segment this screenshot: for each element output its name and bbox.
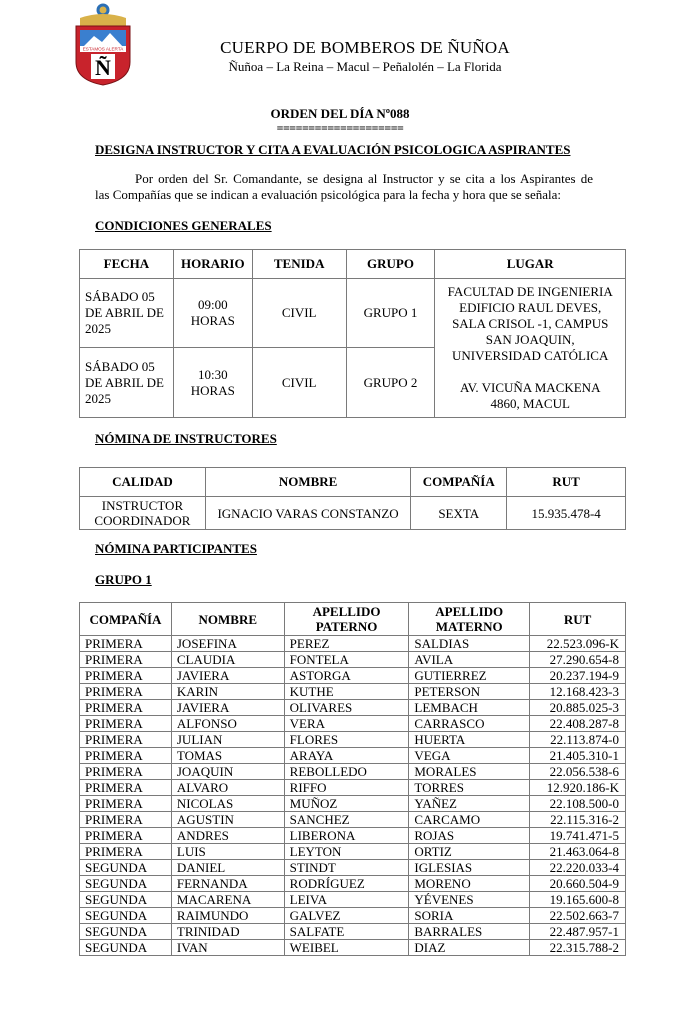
paternal-surname-cell: OLIVARES: [284, 700, 409, 716]
date-text: DE ABRIL DE: [85, 305, 164, 320]
company-cell: PRIMERA: [80, 684, 172, 700]
group-cell: GRUPO 1: [346, 279, 435, 348]
date-cell: [80, 279, 174, 348]
table-row: [80, 748, 626, 764]
table-row: [80, 924, 626, 940]
rut-cell: 22.502.663-7: [530, 908, 626, 924]
table-row: [80, 876, 626, 892]
table-header-row: [80, 603, 626, 636]
paternal-surname-cell: RIFFO: [284, 780, 409, 796]
logo-letter: Ñ: [95, 55, 111, 80]
paternal-surname-cell: LEYTON: [284, 844, 409, 860]
rut-cell: 19.165.600-8: [530, 892, 626, 908]
column-header: APELLIDO PATERNO: [284, 603, 409, 636]
location-line: UNIVERSIDAD CATÓLICA: [452, 348, 609, 363]
rut-cell: 15.935.478-4: [507, 497, 626, 530]
maternal-surname-cell: IGLESIAS: [409, 860, 530, 876]
rut-cell: 22.523.096-K: [530, 636, 626, 652]
rut-cell: 12.168.423-3: [530, 684, 626, 700]
first-name-cell: KARIN: [171, 684, 284, 700]
time-cell: [173, 348, 252, 418]
table-row: [80, 716, 626, 732]
maternal-surname-cell: YÉVENES: [409, 892, 530, 908]
date-text: SÁBADO 05: [85, 358, 155, 374]
location-line: FACULTAD DE INGENIERIA: [447, 284, 613, 299]
order-underline: ====================: [276, 121, 404, 135]
first-name-cell: JOAQUIN: [171, 764, 284, 780]
paternal-surname-cell: WEIBEL: [284, 940, 409, 956]
rut-cell: 22.115.316-2: [530, 812, 626, 828]
location-cell: [435, 279, 626, 418]
location-line: SALA CRISOL -1, CAMPUS: [452, 316, 609, 331]
rut-cell: 22.408.287-8: [530, 716, 626, 732]
paternal-surname-cell: MUÑOZ: [284, 796, 409, 812]
table-row: [80, 844, 626, 860]
paragraph-line-1: Por orden del Sr. Comandante, se designa al Instructor y se cita a los Aspirantes de: [135, 171, 593, 186]
column-header: RUT: [507, 468, 626, 497]
column-header: APELLIDO MATERNO: [409, 603, 530, 636]
company-cell: PRIMERA: [80, 732, 172, 748]
company-cell: PRIMERA: [80, 828, 172, 844]
paternal-surname-cell: REBOLLEDO: [284, 764, 409, 780]
paternal-surname-cell: LEIVA: [284, 892, 409, 908]
table-row: [80, 668, 626, 684]
first-name-cell: TOMAS: [171, 748, 284, 764]
paternal-surname-cell: SALFATE: [284, 924, 409, 940]
first-name-cell: RAIMUNDO: [171, 908, 284, 924]
rut-cell: 20.237.194-9: [530, 668, 626, 684]
maternal-surname-cell: SALDIAS: [409, 636, 530, 652]
table-row: [80, 796, 626, 812]
time-text: 09:00: [198, 297, 228, 312]
logo-motto: ESTAMOS ALERTA: [82, 46, 124, 52]
organization-title: CUERPO DE BOMBEROS DE ÑUÑOA: [220, 38, 510, 57]
table-row: [80, 636, 626, 652]
table-header-row: [80, 468, 626, 497]
time-text: HORAS: [190, 313, 235, 328]
maternal-surname-cell: CARRASCO: [409, 716, 530, 732]
general-conditions-table: [79, 249, 626, 418]
table-row: [80, 780, 626, 796]
maternal-surname-cell: ROJAS: [409, 828, 530, 844]
paternal-surname-cell: GALVEZ: [284, 908, 409, 924]
paternal-surname-cell: KUTHE: [284, 684, 409, 700]
organization-communes: Ñuñoa – La Reina – Macul – Peñalolén – La Florida: [228, 59, 502, 74]
order-subject: DESIGNA INSTRUCTOR Y CITA A EVALUACIÓN PSICOLOGICA ASPIRANTES: [95, 142, 571, 157]
column-header: RUT: [530, 603, 626, 636]
table-row: [80, 497, 626, 530]
maternal-surname-cell: AVILA: [409, 652, 530, 668]
paternal-surname-cell: PEREZ: [284, 636, 409, 652]
paternal-surname-cell: RODRÍGUEZ: [284, 876, 409, 892]
rut-cell: 27.290.654-8: [530, 652, 626, 668]
column-header: HORARIO: [173, 250, 252, 279]
company-cell: PRIMERA: [80, 780, 172, 796]
rut-cell: 22.056.538-6: [530, 764, 626, 780]
table-row: [80, 828, 626, 844]
first-name-cell: AGUSTIN: [171, 812, 284, 828]
maternal-surname-cell: CARCAMO: [409, 812, 530, 828]
column-header: NOMBRE: [171, 603, 284, 636]
first-name-cell: JULIAN: [171, 732, 284, 748]
table-row: [80, 892, 626, 908]
maternal-surname-cell: MORALES: [409, 764, 530, 780]
maternal-surname-cell: SORIA: [409, 908, 530, 924]
paternal-surname-cell: ASTORGA: [284, 668, 409, 684]
maternal-surname-cell: VEGA: [409, 748, 530, 764]
participants-body: [80, 636, 626, 956]
table-header-row: [80, 250, 626, 279]
attire-cell: CIVIL: [252, 348, 346, 418]
company-cell: SEGUNDA: [80, 908, 172, 924]
company-cell: PRIMERA: [80, 764, 172, 780]
date-text: 2025: [85, 321, 111, 336]
date-cell: [80, 348, 174, 418]
first-name-cell: ANDRES: [171, 828, 284, 844]
table-row: [80, 812, 626, 828]
company-cell: SEGUNDA: [80, 860, 172, 876]
first-name-cell: ALFONSO: [171, 716, 284, 732]
first-name-cell: LUIS: [171, 844, 284, 860]
column-header: FECHA: [80, 250, 174, 279]
time-text: 10:30: [198, 366, 228, 382]
instructors-table: [79, 467, 626, 530]
participants-table: [79, 602, 626, 956]
table-row: [80, 764, 626, 780]
general-conditions-heading: CONDICIONES GENERALES: [95, 218, 272, 233]
location-line: AV. VICUÑA MACKENA: [459, 380, 601, 395]
first-name-cell: DANIEL: [171, 860, 284, 876]
rut-cell: 22.113.874-0: [530, 732, 626, 748]
time-cell: [173, 279, 252, 348]
rut-cell: 19.741.471-5: [530, 828, 626, 844]
date-text: SÁBADO 05: [85, 289, 155, 304]
rut-cell: 20.885.025-3: [530, 700, 626, 716]
paternal-surname-cell: FLORES: [284, 732, 409, 748]
company-cell: PRIMERA: [80, 716, 172, 732]
company-cell: PRIMERA: [80, 700, 172, 716]
first-name-cell: MACARENA: [171, 892, 284, 908]
instructors-heading: NÓMINA DE INSTRUCTORES: [95, 431, 277, 446]
column-header: LUGAR: [435, 250, 626, 279]
maternal-surname-cell: DIAZ: [409, 940, 530, 956]
maternal-surname-cell: MORENO: [409, 876, 530, 892]
paternal-surname-cell: VERA: [284, 716, 409, 732]
rut-cell: 12.920.186-K: [530, 780, 626, 796]
paternal-surname-cell: STINDT: [284, 860, 409, 876]
company-cell: PRIMERA: [80, 652, 172, 668]
table-row: [80, 684, 626, 700]
rut-cell: 21.463.064-8: [530, 844, 626, 860]
maternal-surname-cell: YAÑEZ: [409, 796, 530, 812]
first-name-cell: CLAUDIA: [171, 652, 284, 668]
paragraph-line-2: las Compañías que se indican a evaluación psicológica para la fecha y hora que se señala:: [95, 187, 562, 202]
company-cell: SEGUNDA: [80, 940, 172, 956]
paternal-surname-cell: FONTELA: [284, 652, 409, 668]
maternal-surname-cell: PETERSON: [409, 684, 530, 700]
rut-cell: 22.108.500-0: [530, 796, 626, 812]
rut-cell: 22.487.957-1: [530, 924, 626, 940]
first-name-cell: FERNANDA: [171, 876, 284, 892]
table-row: [80, 732, 626, 748]
paternal-surname-cell: ARAYA: [284, 748, 409, 764]
rut-cell: 20.660.504-9: [530, 876, 626, 892]
company-cell: SEGUNDA: [80, 924, 172, 940]
company-cell: SEGUNDA: [80, 892, 172, 908]
company-cell: SEGUNDA: [80, 876, 172, 892]
company-cell: PRIMERA: [80, 796, 172, 812]
date-text: DE ABRIL DE: [85, 374, 164, 390]
table-row: [80, 908, 626, 924]
company-cell: PRIMERA: [80, 668, 172, 684]
rut-cell: 22.315.788-2: [530, 940, 626, 956]
column-header: GRUPO: [346, 250, 435, 279]
first-name-cell: IVAN: [171, 940, 284, 956]
column-header: CALIDAD: [80, 468, 206, 497]
first-name-cell: NICOLAS: [171, 796, 284, 812]
paternal-surname-cell: SANCHEZ: [284, 812, 409, 828]
location-line: SAN JOAQUIN,: [485, 332, 575, 347]
group-1-heading: GRUPO 1: [95, 572, 152, 587]
participants-heading: NÓMINA PARTICIPANTES: [95, 541, 257, 556]
column-header: TENIDA: [252, 250, 346, 279]
maternal-surname-cell: HUERTA: [409, 732, 530, 748]
maternal-surname-cell: GUTIERREZ: [409, 668, 530, 684]
table-row: [80, 700, 626, 716]
first-name-cell: JAVIERA: [171, 668, 284, 684]
rut-cell: 22.220.033-4: [530, 860, 626, 876]
first-name-cell: ALVARO: [171, 780, 284, 796]
role-text: COORDINADOR: [94, 513, 191, 528]
table-row: [80, 860, 626, 876]
name-cell: IGNACIO VARAS CONSTANZO: [205, 497, 410, 530]
maternal-surname-cell: LEMBACH: [409, 700, 530, 716]
company-cell: PRIMERA: [80, 636, 172, 652]
role-text: INSTRUCTOR: [101, 498, 184, 513]
maternal-surname-cell: BARRALES: [409, 924, 530, 940]
table-row: [80, 652, 626, 668]
table-row: [80, 279, 626, 348]
company-cell: PRIMERA: [80, 844, 172, 860]
attire-cell: CIVIL: [252, 279, 346, 348]
maternal-surname-cell: TORRES: [409, 780, 530, 796]
table-row: [80, 940, 626, 956]
maternal-surname-cell: ORTIZ: [409, 844, 530, 860]
first-name-cell: JOSEFINA: [171, 636, 284, 652]
order-paragraph: [95, 171, 593, 203]
time-text: HORAS: [190, 382, 235, 398]
company-cell: SEXTA: [411, 497, 507, 530]
rut-cell: 21.405.310-1: [530, 748, 626, 764]
company-cell: PRIMERA: [80, 812, 172, 828]
column-header: NOMBRE: [205, 468, 410, 497]
column-header: COMPAÑÍA: [80, 603, 172, 636]
role-cell: [80, 497, 206, 530]
first-name-cell: TRINIDAD: [171, 924, 284, 940]
order-title: ORDEN DEL DÍA Nº088: [270, 106, 410, 121]
fire-department-logo: [74, 2, 132, 86]
paternal-surname-cell: LIBERONA: [284, 828, 409, 844]
location-line: EDIFICIO RAUL DEVES,: [459, 300, 602, 315]
location-line: 4860, MACUL: [490, 396, 570, 411]
group-cell: GRUPO 2: [346, 348, 435, 418]
company-cell: PRIMERA: [80, 748, 172, 764]
first-name-cell: JAVIERA: [171, 700, 284, 716]
column-header: COMPAÑÍA: [411, 468, 507, 497]
date-text: 2025: [85, 390, 111, 406]
